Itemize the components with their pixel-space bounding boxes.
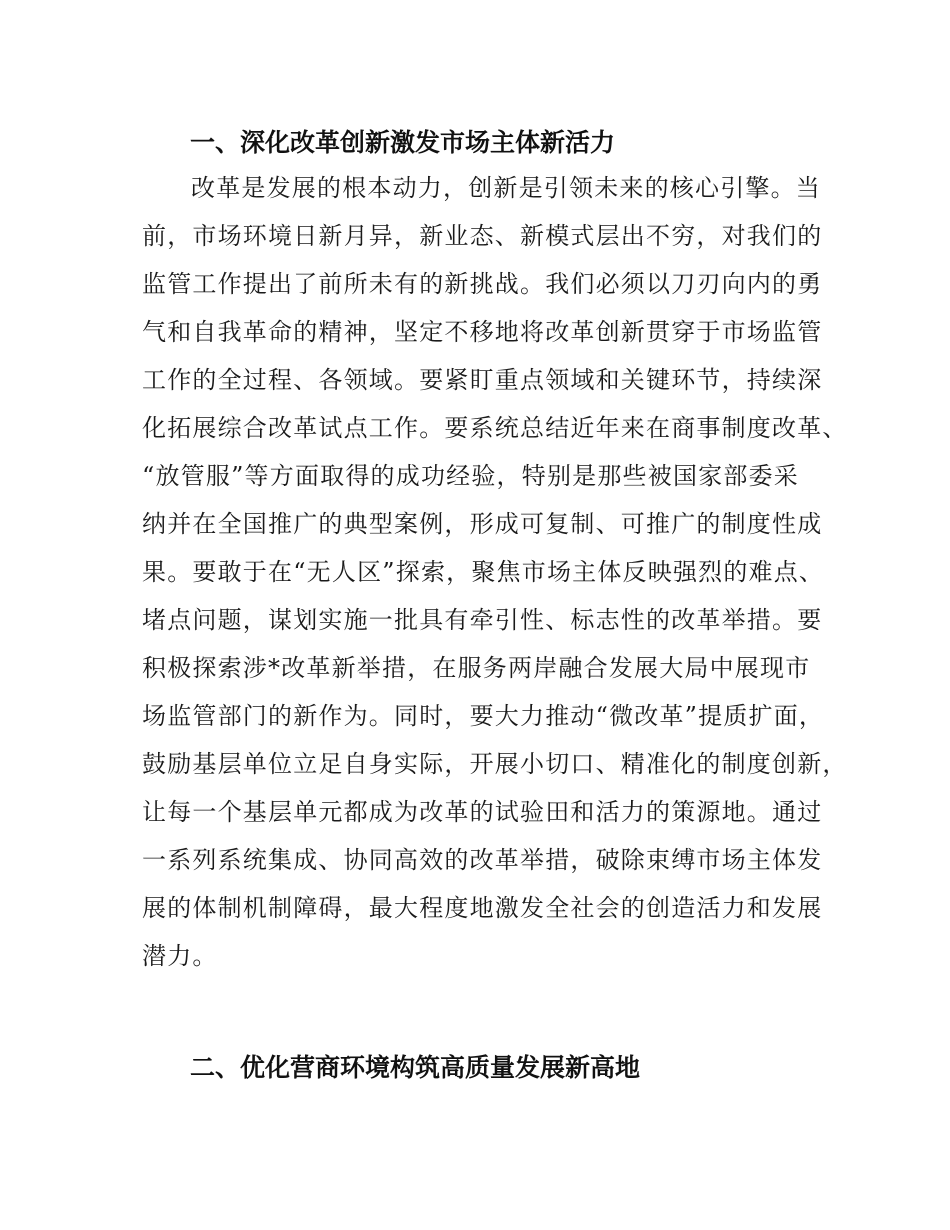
paragraph-line: “放管服”等方面取得的成功经验，特别是那些被国家部委采 <box>142 462 799 490</box>
paragraph-line: 一系列系统集成、协同高效的改革举措，破除束缚市场主体发 <box>142 846 823 874</box>
paragraph-line: 化拓展综合改革试点工作。要系统总结近年来在商事制度改革、 <box>142 414 848 442</box>
paragraph-line: 展的体制机制障碍，最大程度地激发全社会的创造活力和发展 <box>142 894 823 922</box>
paragraph-line: 气和自我革命的精神，坚定不移地将改革创新贯穿于市场监管 <box>142 318 823 346</box>
paragraph-line: 让每一个基层单元都成为改革的试验田和活力的策源地。通过 <box>142 798 823 826</box>
paragraph-line: 前，市场环境日新月异，新业态、新模式层出不穷，对我们的 <box>142 222 823 250</box>
section-2-heading: 二、优化营商环境构筑高质量发展新高地 <box>190 1053 641 1082</box>
paragraph-line: 工作的全过程、各领域。要紧盯重点领域和关键环节，持续深 <box>142 366 823 394</box>
paragraph-line: 场监管部门的新作为。同时，要大力推动“微改革”提质扩面， <box>142 702 825 730</box>
paragraph-line: 果。要敢于在“无人区”探索，聚焦市场主体反映强烈的难点、 <box>142 558 825 586</box>
paragraph-line: 堵点问题，谋划实施一批具有牵引性、标志性的改革举措。要 <box>142 606 823 634</box>
paragraph-line: 积极探索涉*改革新举措，在服务两岸融合发展大局中展现市 <box>142 654 811 682</box>
section-1-paragraph <box>142 164 848 980</box>
paragraph-line: 潜力。 <box>142 942 218 970</box>
paragraph-line: 监管工作提出了前所未有的新挑战。我们必须以刀刃向内的勇 <box>142 270 823 298</box>
paragraph-line: 改革是发展的根本动力，创新是引领未来的核心引擎。当 <box>191 174 821 202</box>
section-1-heading: 一、深化改革创新激发市场主体新活力 <box>190 128 616 157</box>
paragraph-line: 纳并在全国推广的典型案例，形成可复制、可推广的制度性成 <box>142 510 823 538</box>
paragraph-line: 鼓励基层单位立足自身实际，开展小切口、精准化的制度创新， <box>142 750 848 778</box>
